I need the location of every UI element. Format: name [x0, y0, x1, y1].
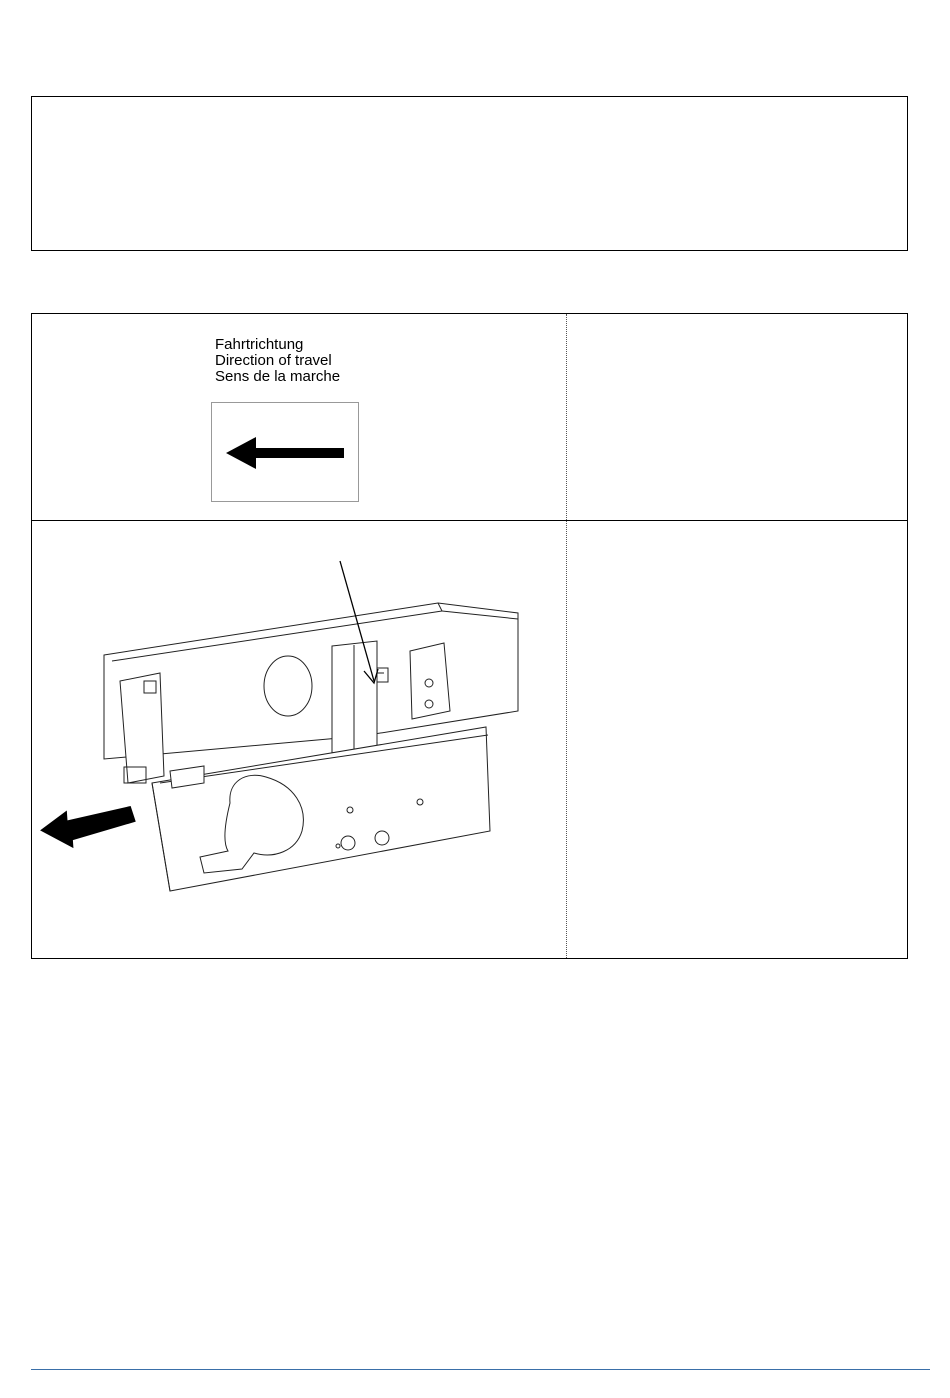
direction-label-fr: Sens de la marche [215, 368, 341, 385]
instruction-table [31, 313, 908, 959]
direction-sign [211, 402, 359, 502]
frame-assembly-drawing [32, 521, 566, 958]
table-column-divider [566, 314, 567, 958]
direction-label [215, 337, 340, 385]
footer-rule [31, 1369, 930, 1370]
direction-label-en: Direction of travel [215, 352, 332, 369]
left-arrow-icon [39, 806, 137, 851]
direction-label-de: Fahrtrichtung [215, 336, 304, 353]
empty-header-box [31, 96, 908, 251]
left-arrow-icon [212, 403, 358, 501]
